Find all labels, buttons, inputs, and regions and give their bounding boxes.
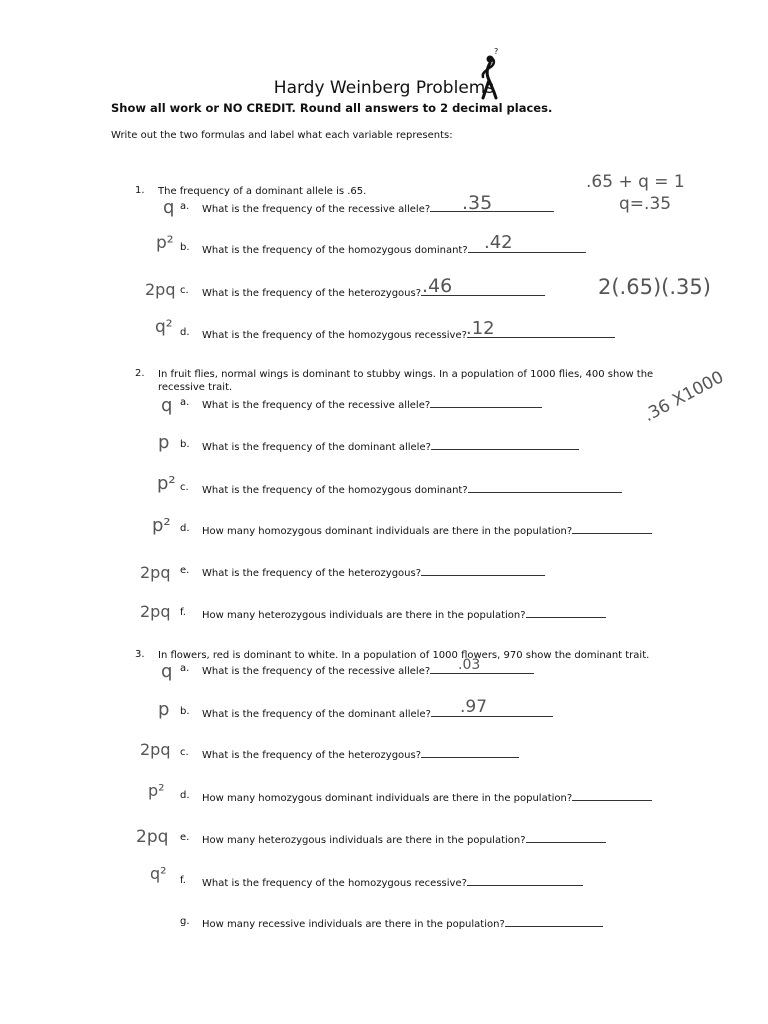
handwritten-variable: q² xyxy=(150,864,167,883)
part-letter: a. xyxy=(180,201,190,212)
answer-blank[interactable] xyxy=(468,482,622,493)
part-text: What is the frequency of the homozygous dominant? xyxy=(202,245,468,256)
handwritten-variable: q xyxy=(161,395,173,416)
handwritten-note: 2(.65)(.35) xyxy=(598,275,711,299)
part-text: What is the frequency of the recessive allele? xyxy=(202,204,431,215)
handwritten-variable: 2pq xyxy=(136,827,169,847)
part-letter: c. xyxy=(180,747,189,758)
part-text: What is the frequency of the heterozygous? xyxy=(202,568,422,579)
part-letter: b. xyxy=(180,439,190,450)
handwritten-answer: .46 xyxy=(422,275,453,297)
part-letter: d. xyxy=(180,327,190,338)
thinking-figure-icon xyxy=(477,46,507,102)
question-text: The frequency of a dominant allele is .65. xyxy=(158,186,367,197)
answer-blank[interactable] xyxy=(467,875,583,886)
handwritten-answer: .12 xyxy=(466,318,495,339)
answer-blank[interactable] xyxy=(430,663,534,674)
answer-blank[interactable] xyxy=(430,397,542,408)
part-text: What is the frequency of the homozygous recessive? xyxy=(202,878,467,889)
part-text: What is the frequency of the dominant allele? xyxy=(202,442,431,453)
part-text: What is the frequency of the dominant allele? xyxy=(202,709,431,720)
part-letter: e. xyxy=(180,565,190,576)
grading-instruction: Show all work or NO CREDIT. Round all answers to 2 decimal places. xyxy=(111,101,553,115)
question-text: In fruit flies, normal wings is dominant to stubby wings. In a population of 1000 flies, 400 show the recessive trait. xyxy=(158,369,654,393)
answer-blank[interactable] xyxy=(572,790,652,801)
handwritten-answer: .35 xyxy=(462,192,493,214)
part-letter: c. xyxy=(180,482,189,493)
handwritten-variable: 2pq xyxy=(140,563,171,582)
part-letter: d. xyxy=(180,523,190,534)
part-letter: b. xyxy=(180,706,190,717)
answer-blank[interactable] xyxy=(421,747,519,758)
handwritten-variable: q xyxy=(163,197,175,218)
handwritten-note: .65 + q = 1 xyxy=(586,172,685,192)
part-text: What is the frequency of the recessive allele? xyxy=(202,666,431,677)
answer-blank[interactable] xyxy=(572,523,652,534)
handwritten-variable: p² xyxy=(148,781,165,800)
formula-instruction: Write out the two formulas and label what each variable represents: xyxy=(111,130,453,141)
part-text: How many heterozygous individuals are there in the population? xyxy=(202,835,526,846)
handwritten-variable: 2pq xyxy=(145,280,176,299)
handwritten-answer: .97 xyxy=(460,697,488,717)
handwritten-note: q=.35 xyxy=(619,194,672,214)
answer-blank[interactable] xyxy=(431,439,579,450)
answer-blank[interactable] xyxy=(421,565,545,576)
answer-blank[interactable] xyxy=(526,832,606,843)
handwritten-variable: 2pq xyxy=(140,740,171,759)
part-letter: g. xyxy=(180,916,190,927)
handwritten-variable: q² xyxy=(155,317,173,337)
answer-blank[interactable] xyxy=(505,916,603,927)
part-text: How many recessive individuals are there in the population? xyxy=(202,919,505,930)
question-number: 1. xyxy=(135,185,145,196)
part-letter: a. xyxy=(180,663,190,674)
part-text: What is the frequency of the heterozygous? xyxy=(202,288,422,299)
part-letter: f. xyxy=(180,875,186,886)
handwritten-variable: p² xyxy=(157,473,176,494)
handwritten-variable: p² xyxy=(152,515,171,536)
answer-blank[interactable] xyxy=(526,607,606,618)
part-letter: d. xyxy=(180,790,190,801)
handwritten-variable: p² xyxy=(156,233,174,253)
part-text: How many homozygous dominant individuals are there in the population? xyxy=(202,526,573,537)
part-text: What is the frequency of the heterozygous? xyxy=(202,750,422,761)
question-number: 2. xyxy=(135,368,145,379)
svg-text:?: ? xyxy=(494,47,499,56)
question-number: 3. xyxy=(135,649,145,660)
answer-blank[interactable] xyxy=(431,706,553,717)
part-text: What is the frequency of the homozygous dominant? xyxy=(202,485,468,496)
handwritten-variable: p xyxy=(158,432,170,453)
part-letter: a. xyxy=(180,397,190,408)
handwritten-answer: .03 xyxy=(458,657,481,673)
handwritten-answer: .42 xyxy=(484,232,513,253)
handwritten-variable: 2pq xyxy=(140,602,171,621)
handwritten-variable: q xyxy=(161,661,173,682)
part-letter: f. xyxy=(180,607,186,618)
part-text: How many heterozygous individuals are there in the population? xyxy=(202,610,526,621)
handwritten-note: .36 X1000 xyxy=(640,367,728,426)
part-letter: b. xyxy=(180,242,190,253)
page-title: Hardy Weinberg Problems xyxy=(273,78,495,98)
part-text: What is the frequency of the recessive allele? xyxy=(202,400,431,411)
part-letter: c. xyxy=(180,285,189,296)
part-letter: e. xyxy=(180,832,190,843)
question-text: In flowers, red is dominant to white. In a population of 1000 flowers, 970 show the dominant trait. xyxy=(158,650,650,661)
part-text: What is the frequency of the homozygous recessive? xyxy=(202,330,467,341)
part-text: How many homozygous dominant individuals are there in the population? xyxy=(202,793,573,804)
handwritten-variable: p xyxy=(158,699,170,720)
